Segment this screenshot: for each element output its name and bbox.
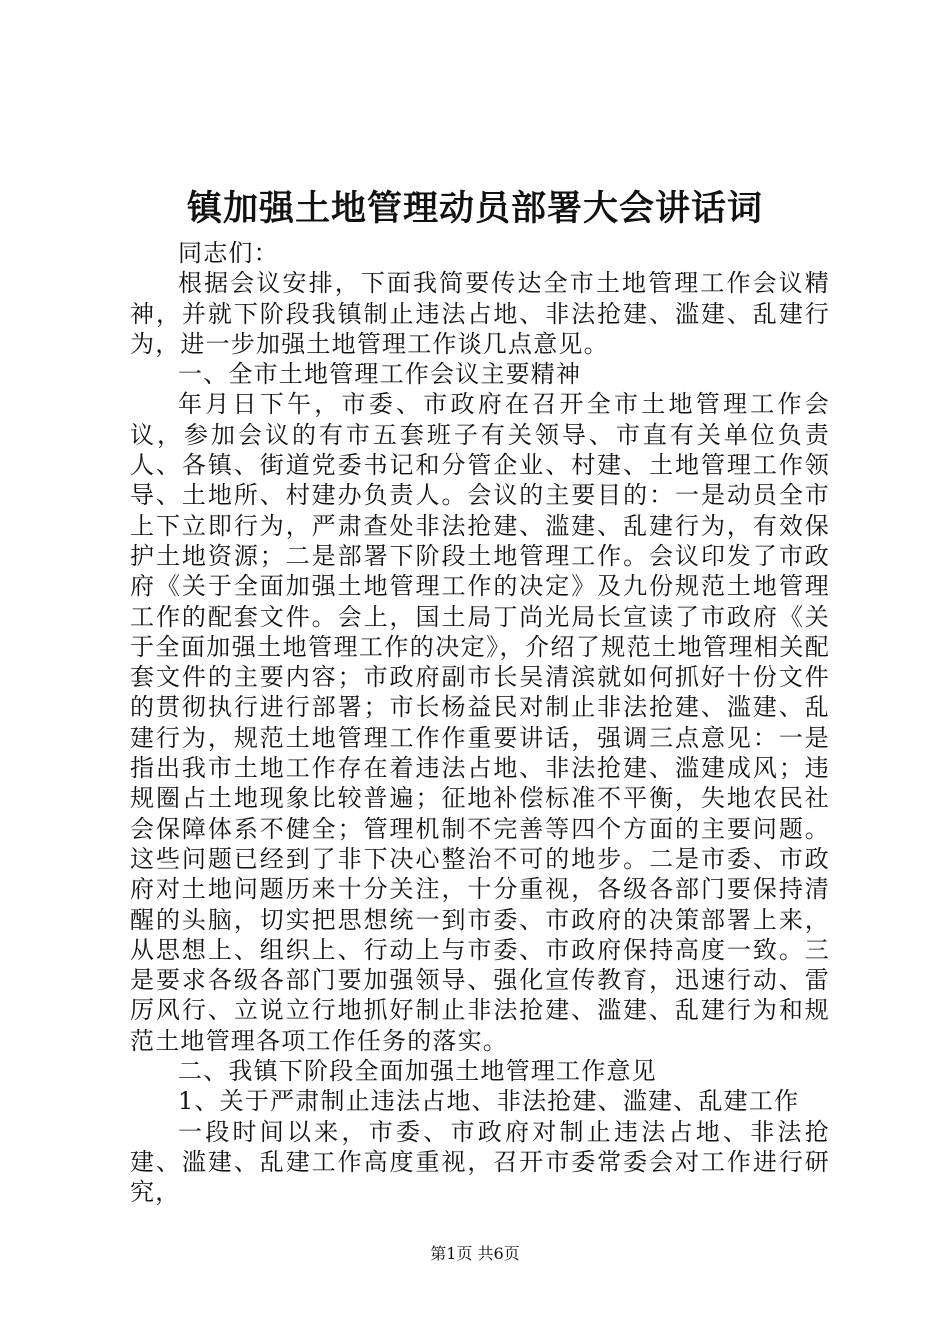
document-body — [130, 238, 830, 1208]
document-title: 镇加强土地管理动员部署大会讲话词 — [186, 188, 763, 229]
body-paragraph: 一段时间以来，市委、市政府对制止违法占地、非法抢建、滥建、乱建工作高度重视，召开市委常委会对工作进行研究， — [130, 1117, 830, 1207]
subsection-heading-1: 1、关于严肃制止违法占地、非法抢建、滥建、乱建工作 — [178, 1087, 800, 1116]
section-heading-1: 一、全市土地管理工作会议主要精神 — [178, 360, 582, 389]
page-number-footer: 第1页 共6页 — [430, 1244, 520, 1263]
meeting-summary-paragraph: 年月日下午，市委、市政府在召开全市土地管理工作会议，参加会议的有市五套班子有关领导、市直有关单位负责人、各镇、街道党委书记和分管企业、村建、土地管理工作领导、土地所、村建办负责人。会议的主要目的：一是动员全市上下立即行为，严肃查处非法抢建、滥建、乱建行为，有效保护土地资源；二是部署下阶段土地管理工作。会议印发了市政府《关于全面加强土地管理工作的决定》及九份规范土地管理工作的配套文件。会上，国土局丁尚光局长宣读了市政府《关于全面加强土地管理工作的决定》，介绍了规范土地管理相关配套文件的主要内容；市政府副市长吴清滨就如何抓好十份文件的贯彻执行进行部署；市长杨益民对制止非法抢建、滥建、乱建行为，规范土地管理工作作重要讲话，强调三点意见：一是指出我市土地工作存在着违法占地、非法抢建、滥建成风；违规圈占土地现象比较普遍；征地补偿标准不平衡，失地农民社会保障体系不健全；管理机制不完善等四个方面的主要问题。这些问题已经到了非下决心整治不可的地步。二是市委、市政府对土地问题历来十分关注，十分重视，各级各部门要保持清醒的头脑，切实把思想统一到市委、市政府的决策部署上来，从思想上、组织上、行动上与市委、市政府保持高度一致。三是要求各级各部门要加强领导、强化宣传教育，迅速行动、雷厉风行、立说立行地抓好制止非法抢建、滥建、乱建行为和规范土地管理各项工作任务的落实。 — [130, 390, 830, 1055]
intro-paragraph: 根据会议安排，下面我简要传达全市土地管理工作会议精神，并就下阶段我镇制止违法占地、非法抢建、滥建、乱建行为，进一步加强土地管理工作谈几点意见。 — [130, 269, 830, 358]
salutation: 同志们： — [178, 239, 279, 267]
section-heading-2: 二、我镇下阶段全面加强土地管理工作意见 — [178, 1057, 657, 1086]
